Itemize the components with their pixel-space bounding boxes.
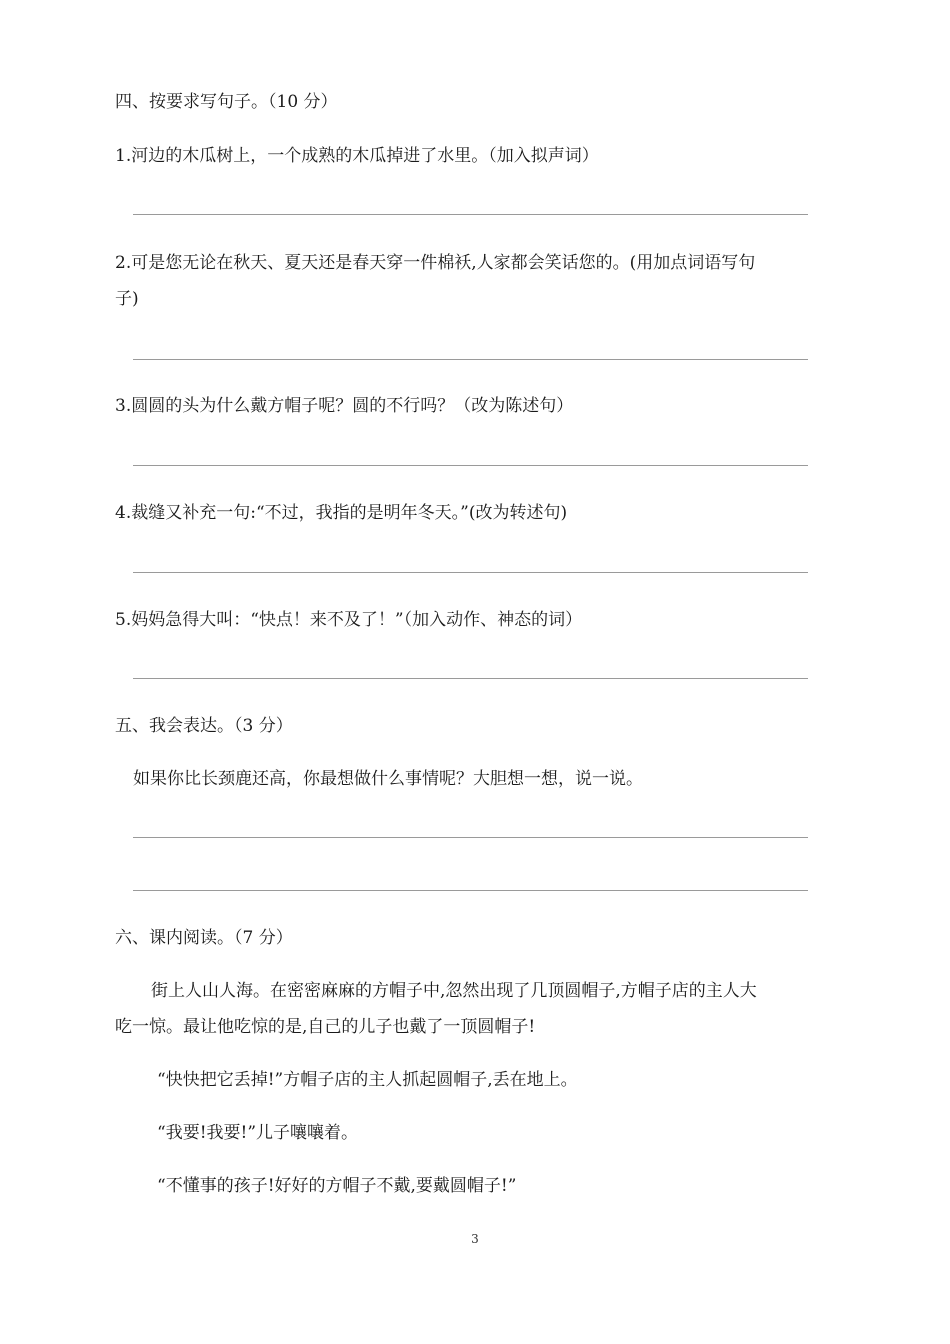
question-3: 3.圆圆的头为什么戴方帽子呢？圆的不行吗？（改为陈述句） bbox=[115, 396, 574, 416]
answer-line-2[interactable] bbox=[133, 359, 808, 360]
answer-line-6[interactable] bbox=[133, 837, 808, 838]
page-number: 3 bbox=[471, 1232, 479, 1246]
reading-paragraph-1-line-2: 吃一惊。最让他吃惊的是,自己的儿子也戴了一顶圆帽子! bbox=[115, 1017, 536, 1037]
reading-paragraph-2: “快快把它丢掉!”方帽子店的主人抓起圆帽子,丢在地上。 bbox=[157, 1070, 578, 1090]
section6-heading: 六、课内阅读。（7 分） bbox=[115, 928, 293, 948]
question-2-line-2: 子) bbox=[115, 289, 139, 309]
question-2-line-1: 2.可是您无论在秋天、夏天还是春天穿一件棉袄,人家都会笑话您的。(用加点词语写句 bbox=[115, 253, 756, 273]
answer-line-4[interactable] bbox=[133, 572, 808, 573]
answer-line-7[interactable] bbox=[133, 890, 808, 891]
section4-heading: 四、按要求写句子。（10 分） bbox=[115, 92, 338, 112]
answer-line-1[interactable] bbox=[133, 214, 808, 215]
reading-paragraph-4: “不懂事的孩子!好好的方帽子不戴,要戴圆帽子!” bbox=[157, 1176, 517, 1196]
answer-line-3[interactable] bbox=[133, 465, 808, 466]
question-5: 5.妈妈急得大叫：“快点！来不及了！”（加入动作、神态的词） bbox=[115, 610, 583, 630]
section5-prompt: 如果你比长颈鹿还高，你最想做什么事情呢？大胆想一想，说一说。 bbox=[133, 769, 643, 789]
question-4: 4.裁缝又补充一句:“不过，我指的是明年冬天。”(改为转述句) bbox=[115, 503, 568, 523]
reading-paragraph-1-line-1: 街上人山人海。在密密麻麻的方帽子中,忽然出现了几顶圆帽子,方帽子店的主人大 bbox=[151, 981, 757, 1001]
reading-paragraph-3: “我要!我要!”儿子嚷嚷着。 bbox=[157, 1123, 359, 1143]
answer-line-5[interactable] bbox=[133, 678, 808, 679]
section5-heading: 五、我会表达。（3 分） bbox=[115, 716, 293, 736]
question-1: 1.河边的木瓜树上，一个成熟的木瓜掉进了水里。（加入拟声词） bbox=[115, 146, 599, 166]
